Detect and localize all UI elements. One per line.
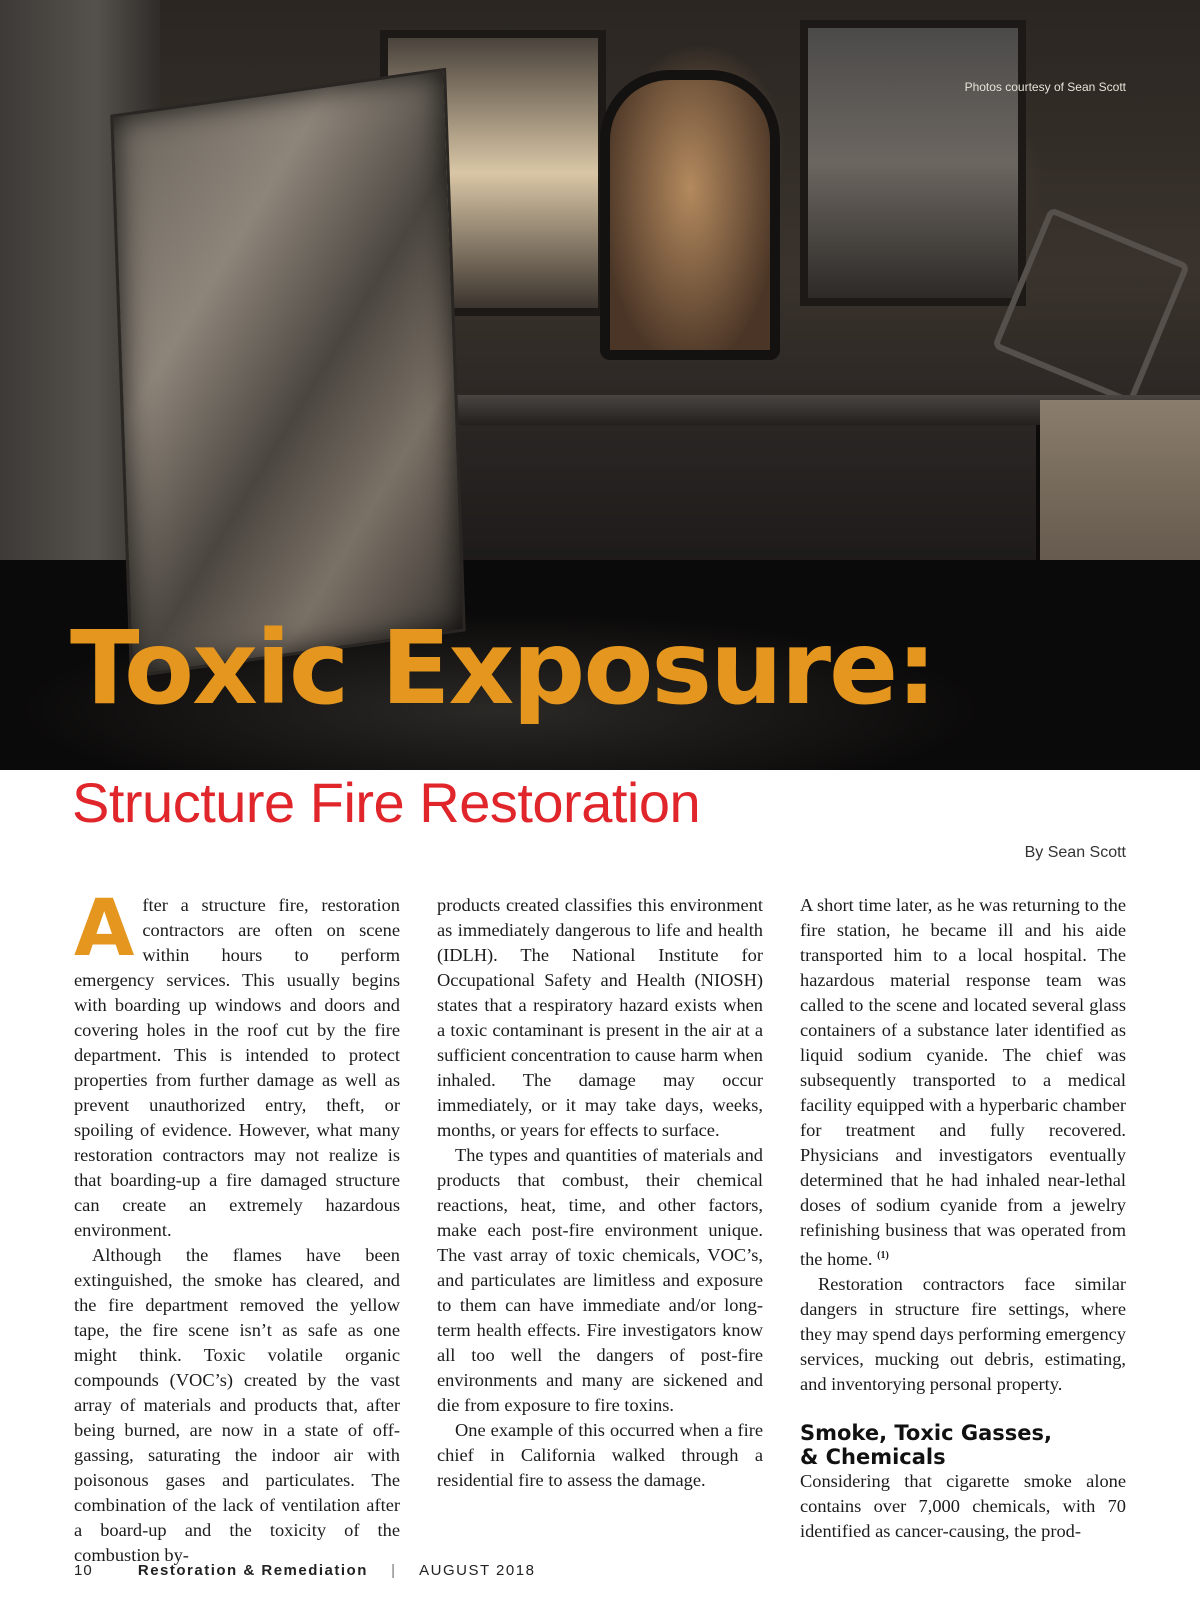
footer-separator: | xyxy=(391,1562,396,1579)
article-title: Toxic Exposure: xyxy=(70,609,935,728)
paragraph: One example of this occurred when a fire chief in California walked through a residential fire to assess the damage. xyxy=(437,1420,763,1490)
paragraph: The types and quantities of materials and products that combust, their chemical reactions, heat, time, and other factors, make each post-fire environment unique. The vast array of toxic chemicals, VOC’s, and particulates are limitless and exposure to them can have immediate and/or long-term health effects. Fire investigators know all too well the dangers of post-fire environments and many are sickened and die from exposure to fire toxins. xyxy=(437,1145,763,1415)
paragraph xyxy=(74,884,400,1243)
footnote-reference: (1) xyxy=(877,1250,889,1261)
paragraph-text: fter a structure fire, restoration contractors are often on scene within hours to perform emergency services. This usually begins with boarding up windows and doors and covering holes in the roof cut by the fire department. This is intended to protect properties from further damage as well as prevent unauthorized entry, theft, or spoiling of evidence. However, what many restoration contractors may not realize is that boarding-up a fire damaged structure can create an extremely hazardous environment. xyxy=(74,895,400,1240)
issue-date: AUGUST 2018 xyxy=(419,1562,536,1579)
paragraph: Considering that cigarette smoke alone contains over 7,000 chemicals, with 70 identified as cancer-causing, the prod- xyxy=(800,1471,1126,1542)
photo-credit: Photos courtesy of Sean Scott xyxy=(964,80,1126,94)
magazine-name: Restoration & Remediation xyxy=(137,1562,368,1579)
section-heading-line-1: Smoke, Toxic Gasses, xyxy=(800,1421,1052,1446)
article-column-3 xyxy=(800,893,1126,1544)
byline: By Sean Scott xyxy=(1024,844,1126,861)
paragraph: Restoration contractors face similar dangers in structure fire settings, where they may spend days performing emergency services, mucking out debris, estimating, and inventorying personal property. xyxy=(800,1274,1126,1395)
burned-cabinet-right xyxy=(800,20,1026,306)
section-heading-line-2: & Chemicals xyxy=(800,1445,946,1470)
collapsed-panel xyxy=(110,68,466,679)
paragraph: Although the flames have been extinguished, the smoke has cleared, and the fire department removed the yellow tape, the fire scene isn’t as safe as one might think. Toxic volatile organic compounds (VOC’s) created by the vast array of materials and products that, after being burned, are now in a state of off-gassing, saturating the indoor air with poisonous gases and particulates. The combination of the lack of ventilation after a board-up and the toxicity of the combustion by- xyxy=(74,1245,400,1565)
drop-cap: A xyxy=(74,884,135,974)
hero-photo xyxy=(0,0,1200,770)
paragraph-text: A short time later, as he was returning to the fire station, he became ill and his aide transported him to a local hospital. The hazardous material response team was called to the scene and located several glass containers of a substance later identified as liquid sodium cyanide. The chief was subsequently transported to a medical facility equipped with a hyperbaric chamber for treatment and fully recovered. Physicians and investigators eventually determined that he had inhaled near-lethal doses of sodium cyanide from a jewelry refinishing business that was operated from the home. xyxy=(800,895,1126,1270)
burned-mirror xyxy=(600,70,780,360)
section-heading xyxy=(800,1421,1126,1469)
page-number: 10 xyxy=(74,1562,93,1579)
article-column-2 xyxy=(437,893,763,1493)
paragraph xyxy=(800,893,1126,1272)
paragraph: products created classifies this environment as immediately dangerous to life and health (IDLH). The National Institute for Occupational Safety and Health (NIOSH) states that a respiratory hazard exists when a toxic contaminant is present in the air at a sufficient concentration to cause harm when inhaled. The damage may occur immediately, or it may take days, weeks, months, or years for effects to surface. xyxy=(437,895,763,1140)
article-subtitle: Structure Fire Restoration xyxy=(72,771,701,834)
article-column-1 xyxy=(74,884,400,1568)
page-footer xyxy=(74,1562,535,1579)
